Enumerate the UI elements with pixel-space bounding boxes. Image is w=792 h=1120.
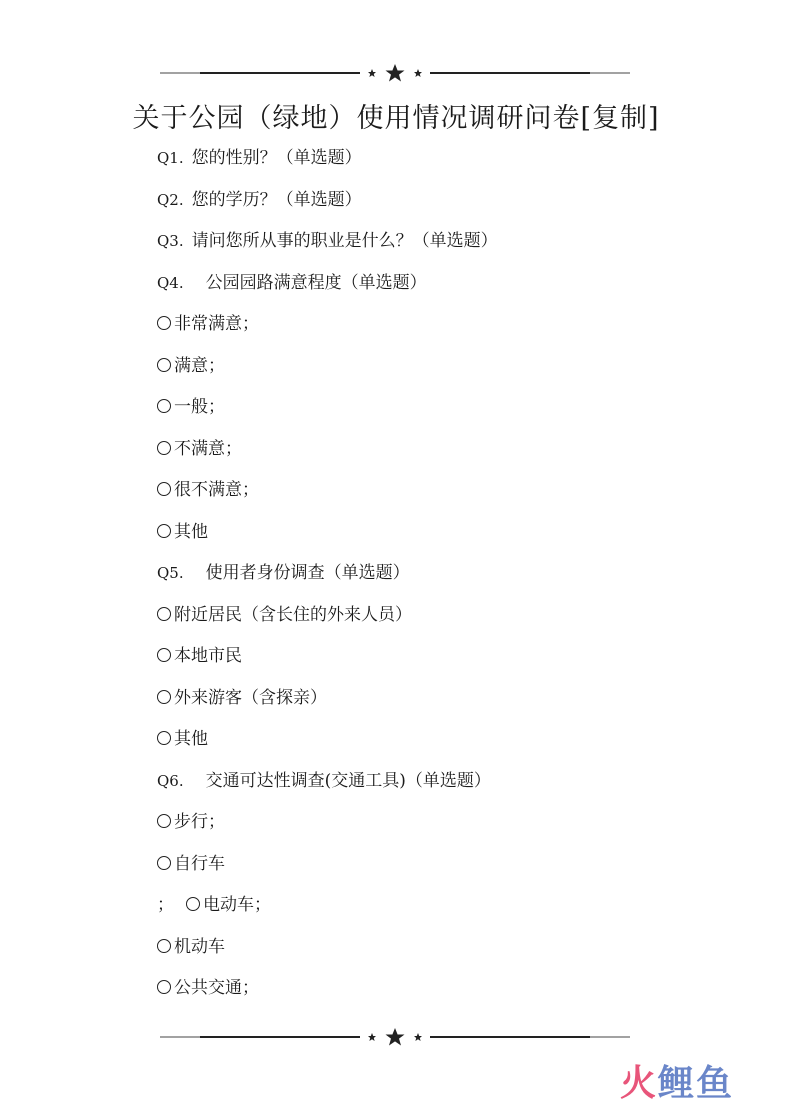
question-line xyxy=(157,187,498,229)
radio-circle-icon xyxy=(157,939,171,953)
radio-circle-icon xyxy=(157,399,171,413)
question-line xyxy=(157,145,498,187)
radio-circle-icon xyxy=(186,897,200,911)
radio-circle-icon xyxy=(157,856,171,870)
top-star-divider xyxy=(160,63,630,83)
question-number: Q4. xyxy=(157,273,184,292)
question-text: 公园园路满意程度（单选题） xyxy=(205,272,427,293)
question-text: 使用者身份调查（单选题） xyxy=(205,563,410,583)
watermark-logo xyxy=(620,1056,780,1112)
option-label: 非常满意； xyxy=(174,314,259,334)
question-line xyxy=(157,270,498,312)
star-divider-icon xyxy=(160,1027,630,1047)
radio-circle-icon xyxy=(157,648,171,662)
question-line xyxy=(157,560,498,602)
page-title: 关于公园（绿地）使用情况调研问卷[复制] xyxy=(132,103,660,134)
option-line xyxy=(157,436,498,478)
radio-circle-icon xyxy=(157,980,171,994)
option-line xyxy=(157,809,498,851)
radio-circle-icon xyxy=(157,731,171,745)
radio-circle-icon xyxy=(157,607,171,621)
star-divider-icon xyxy=(160,63,630,83)
option-label: 机动车 xyxy=(174,936,225,957)
option-line xyxy=(157,643,498,685)
question-number: Q1. xyxy=(157,149,184,167)
option-label: 电动车； xyxy=(203,895,271,915)
question-text: 交通可达性调查(交通工具)（单选题） xyxy=(205,770,491,791)
question-text: 您的学历？（单选题） xyxy=(191,189,362,210)
question-text: 您的性别？（单选题） xyxy=(191,148,362,168)
radio-circle-icon xyxy=(157,690,171,704)
option-label: 附近居民（含长住的外来人员） xyxy=(174,604,412,625)
question-number: Q2. xyxy=(157,190,184,209)
bottom-star-divider xyxy=(160,1027,630,1047)
watermark-part-2: 鲤鱼 xyxy=(658,1063,735,1104)
question-number: Q3. xyxy=(157,232,184,250)
option-line xyxy=(157,311,498,353)
option-label: 本地市民 xyxy=(174,646,242,666)
question-number: Q6. xyxy=(157,771,184,790)
watermark-part-1: 火 xyxy=(620,1063,659,1104)
radio-circle-icon xyxy=(157,316,171,330)
option-label: 步行； xyxy=(174,812,225,832)
radio-circle-icon xyxy=(157,482,171,496)
radio-circle-icon xyxy=(157,441,171,455)
option-line xyxy=(157,353,498,395)
option-line xyxy=(157,726,498,768)
option-label: 满意； xyxy=(174,355,225,376)
question-line xyxy=(157,228,498,270)
option-line xyxy=(157,394,498,436)
option-label: 一般； xyxy=(174,397,225,417)
question-number: Q5. xyxy=(157,564,184,582)
question-line xyxy=(157,768,498,810)
option-line xyxy=(157,602,498,644)
option-label: 公共交通； xyxy=(174,978,259,998)
option-label: 不满意； xyxy=(174,438,242,459)
question-text: 请问您所从事的职业是什么？（单选题） xyxy=(191,231,498,251)
questionnaire-body xyxy=(157,145,498,1017)
option-label: 外来游客（含探亲） xyxy=(174,687,327,708)
option-label: 自行车 xyxy=(174,853,225,874)
option-line xyxy=(157,477,498,519)
option-line xyxy=(157,892,498,934)
option-label: 其他 xyxy=(174,521,208,542)
option-line xyxy=(157,975,498,1017)
option-label: 很不满意； xyxy=(174,480,259,500)
option-label: 其他 xyxy=(174,729,208,749)
option-line xyxy=(157,685,498,727)
radio-circle-icon xyxy=(157,524,171,538)
option-line xyxy=(157,519,498,561)
option-line xyxy=(157,851,498,893)
option-line xyxy=(157,934,498,976)
radio-circle-icon xyxy=(157,358,171,372)
radio-circle-icon xyxy=(157,814,171,828)
option-lead-punctuation: ； xyxy=(157,895,174,915)
